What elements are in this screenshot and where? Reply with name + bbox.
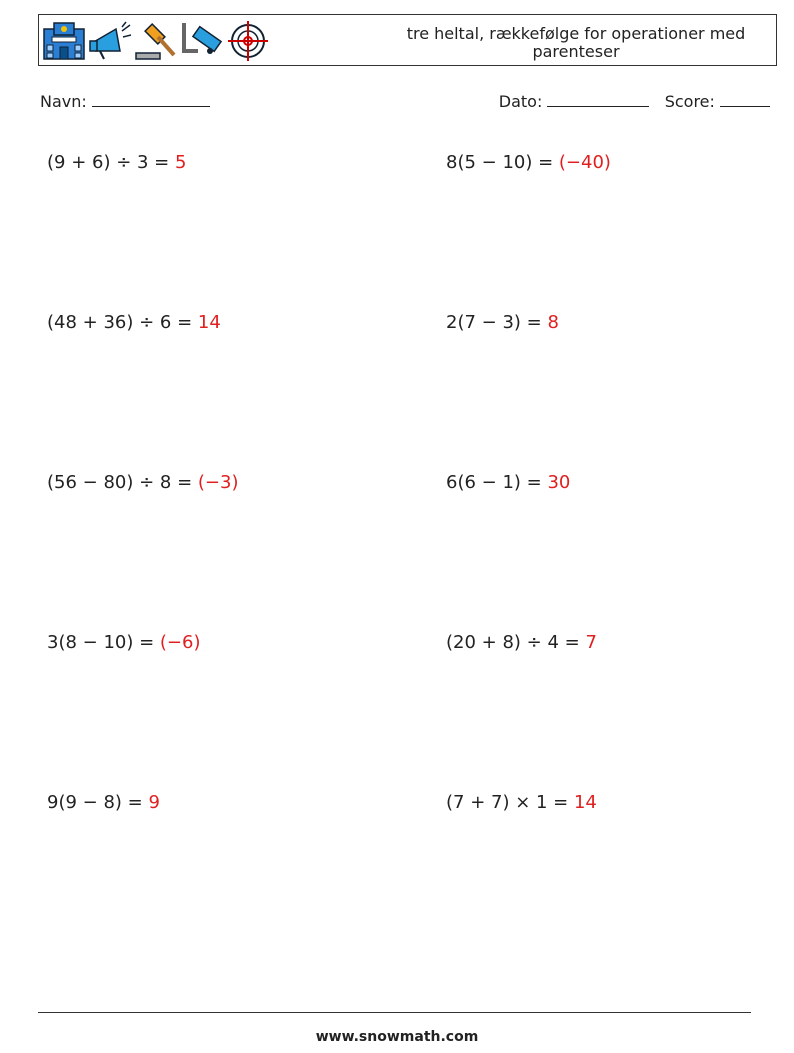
handcuffs-icon <box>180 21 224 61</box>
problem-answer: 9 <box>148 792 160 813</box>
footer-url[interactable]: www.snowmath.com <box>315 1029 479 1045</box>
problem-expression: (48 + 36) ÷ 6 = <box>47 312 198 333</box>
problem-answer: (−40) <box>558 152 611 173</box>
problem-answer: (−6) <box>159 632 201 653</box>
date-blank[interactable] <box>547 92 649 107</box>
problem-expression: (20 + 8) ÷ 4 = <box>446 632 586 653</box>
megaphone-icon <box>88 21 132 61</box>
date-label: Dato: <box>498 92 543 111</box>
problem-answer: (−3) <box>197 472 239 493</box>
gavel-icon <box>134 21 178 61</box>
footer-divider <box>38 1012 751 1013</box>
problem-expression: 2(7 − 3) = <box>446 312 548 333</box>
problem-8 <box>446 632 597 653</box>
worksheet-header <box>38 14 777 66</box>
problem-5 <box>47 472 238 493</box>
score-label: Score: <box>664 92 715 111</box>
problem-answer: 14 <box>573 792 597 813</box>
problem-answer: 5 <box>174 152 187 173</box>
worksheet-title: tre heltal, rækkefølge for operationer med parenteser <box>406 24 746 61</box>
problem-4 <box>446 312 559 333</box>
problem-1 <box>47 152 186 173</box>
problem-6 <box>446 472 570 493</box>
problem-answer: 14 <box>197 312 221 333</box>
problem-9 <box>47 792 160 813</box>
header-icons <box>42 19 270 63</box>
problem-expression: 8(5 − 10) = <box>446 152 559 173</box>
problem-answer: 7 <box>585 632 597 653</box>
crosshair-icon <box>226 21 270 61</box>
problem-expression: 9(9 − 8) = <box>47 792 149 813</box>
problem-10 <box>446 792 597 813</box>
problem-7 <box>47 632 201 653</box>
problem-answer: 30 <box>547 472 571 493</box>
problem-expression: (9 + 6) ÷ 3 = <box>47 152 175 173</box>
score-blank[interactable] <box>720 92 770 107</box>
date-score-fields <box>499 92 770 111</box>
police-station-icon <box>42 21 86 61</box>
name-blank[interactable] <box>92 92 210 107</box>
problem-expression: 6(6 − 1) = <box>446 472 548 493</box>
problem-2 <box>446 152 611 173</box>
name-field[interactable] <box>40 92 210 111</box>
problem-3 <box>47 312 221 333</box>
name-label: Navn: <box>40 92 87 111</box>
problem-answer: 8 <box>547 312 559 333</box>
problem-expression: (7 + 7) × 1 = <box>446 792 574 813</box>
problem-expression: 3(8 − 10) = <box>47 632 160 653</box>
problem-expression: (56 − 80) ÷ 8 = <box>47 472 198 493</box>
